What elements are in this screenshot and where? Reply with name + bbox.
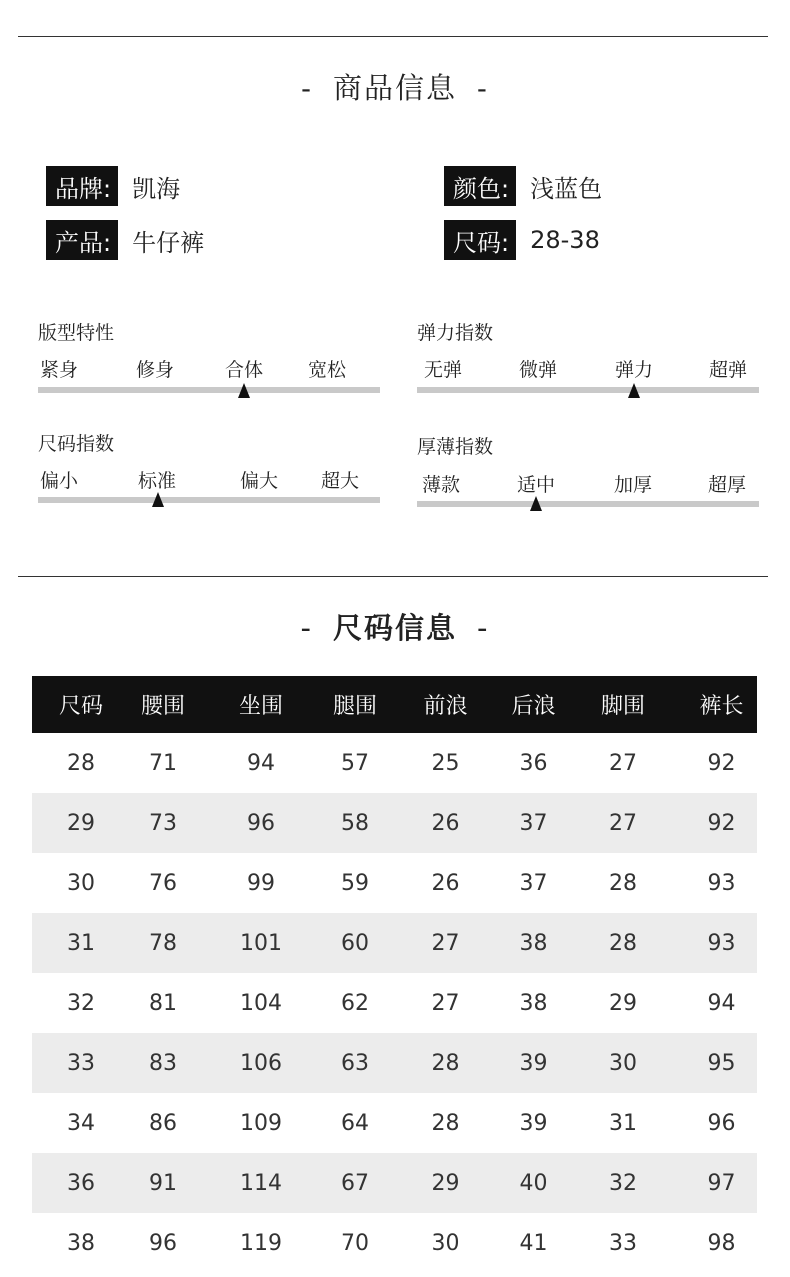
column-header: 尺码	[58, 694, 103, 719]
table-cell: 27	[431, 990, 460, 1016]
table-cell: 104	[240, 990, 282, 1016]
fit-indicator	[38, 318, 380, 418]
size-info-heading: - 尺码信息 -	[300, 611, 490, 645]
table-row	[32, 793, 757, 853]
table-cell: 57	[341, 750, 369, 776]
product-value: 牛仔裤	[132, 228, 205, 257]
table-cell: 93	[707, 870, 736, 896]
table-cell: 83	[149, 1050, 177, 1076]
table-cell: 28	[431, 1110, 460, 1136]
thickness-option-selected: 适中	[517, 474, 556, 496]
size-index-option: 超大	[321, 470, 360, 492]
size-index-option: 偏小	[40, 470, 79, 492]
product-label: 产品:	[46, 220, 118, 260]
table-cell: 28	[67, 750, 95, 776]
fit-indicator-marker-icon	[238, 383, 250, 398]
elastic-indicator-bar	[417, 387, 759, 393]
fit-indicator-title: 版型特性	[38, 322, 115, 344]
table-cell: 27	[609, 810, 637, 836]
thickness-indicator-marker-icon	[530, 496, 542, 511]
table-cell: 37	[519, 810, 548, 836]
fit-option-selected: 合体	[225, 359, 264, 381]
table-cell: 27	[609, 750, 637, 776]
table-cell: 96	[707, 1110, 736, 1136]
table-row	[32, 1213, 757, 1273]
table-cell: 86	[149, 1110, 177, 1136]
column-header: 脚围	[600, 694, 645, 719]
table-cell: 38	[67, 1230, 95, 1256]
table-row	[32, 1093, 757, 1153]
size-index-option-selected: 标准	[138, 470, 177, 492]
size-value: 28-38	[530, 226, 600, 254]
table-cell: 32	[609, 1170, 637, 1196]
table-cell: 28	[609, 870, 637, 896]
thickness-indicator-bar	[417, 501, 759, 507]
table-cell: 81	[149, 990, 177, 1016]
table-cell: 119	[240, 1230, 282, 1256]
table-cell: 28	[431, 1050, 460, 1076]
table-cell: 95	[707, 1050, 736, 1076]
table-cell: 38	[519, 930, 548, 956]
table-cell: 73	[149, 810, 177, 836]
brand-info	[46, 166, 180, 206]
size-table	[32, 676, 757, 1273]
column-header: 裤长	[699, 694, 744, 719]
size-table-body	[32, 733, 757, 1273]
table-cell: 78	[149, 930, 177, 956]
table-cell: 60	[341, 930, 369, 956]
thickness-indicator-title: 厚薄指数	[417, 436, 494, 458]
table-cell: 26	[431, 870, 460, 896]
elastic-indicator	[417, 318, 759, 418]
color-info	[444, 166, 602, 206]
table-cell: 94	[247, 750, 275, 776]
column-header: 腿围	[332, 694, 377, 719]
table-cell: 67	[341, 1170, 369, 1196]
thickness-option: 加厚	[614, 474, 653, 496]
table-row	[32, 733, 757, 793]
size-index-option: 偏大	[240, 470, 279, 492]
size-index-indicator-title: 尺码指数	[38, 433, 115, 455]
table-cell: 25	[431, 750, 460, 776]
table-cell: 33	[67, 1050, 95, 1076]
table-cell: 41	[519, 1230, 548, 1256]
table-cell: 29	[609, 990, 637, 1016]
column-header: 后浪	[511, 694, 556, 719]
table-cell: 39	[519, 1050, 548, 1076]
size-info-title: 尺码信息	[332, 611, 457, 645]
thickness-indicator	[417, 432, 759, 532]
fit-option: 宽松	[308, 359, 347, 381]
table-cell: 28	[609, 930, 637, 956]
table-cell: 36	[67, 1170, 95, 1196]
table-cell: 96	[149, 1230, 177, 1256]
table-cell: 37	[519, 870, 548, 896]
table-cell: 34	[67, 1110, 95, 1136]
table-cell: 39	[519, 1110, 548, 1136]
table-cell: 58	[341, 810, 369, 836]
brand-value: 凯海	[132, 174, 181, 203]
size-index-indicator-marker-icon	[152, 492, 164, 507]
table-cell: 30	[609, 1050, 637, 1076]
column-header: 坐围	[238, 694, 283, 719]
size-index-indicator	[38, 429, 380, 529]
table-cell: 71	[149, 750, 177, 776]
size-info	[444, 220, 600, 260]
table-cell: 76	[149, 870, 177, 896]
table-row	[32, 913, 757, 973]
elastic-indicator-marker-icon	[628, 383, 640, 398]
table-cell: 64	[341, 1110, 369, 1136]
table-row	[32, 1153, 757, 1213]
table-cell: 98	[707, 1230, 736, 1256]
table-cell: 40	[519, 1170, 548, 1196]
table-cell: 36	[519, 750, 548, 776]
table-cell: 31	[67, 930, 95, 956]
table-cell: 27	[431, 930, 460, 956]
elastic-option: 微弹	[519, 359, 558, 381]
table-row	[32, 853, 757, 913]
elastic-option: 无弹	[424, 359, 463, 381]
table-cell: 26	[431, 810, 460, 836]
table-cell: 30	[67, 870, 95, 896]
product-info-title: 商品信息	[332, 71, 457, 105]
top-divider	[18, 36, 768, 37]
table-row	[32, 1033, 757, 1093]
table-cell: 32	[67, 990, 95, 1016]
size-index-indicator-bar	[38, 497, 380, 503]
size-label: 尺码:	[444, 220, 516, 260]
table-cell: 33	[609, 1230, 637, 1256]
elastic-option: 超弹	[709, 359, 748, 381]
table-cell: 109	[240, 1110, 282, 1136]
table-cell: 97	[707, 1170, 736, 1196]
brand-label: 品牌:	[46, 166, 118, 206]
fit-option: 紧身	[40, 359, 79, 381]
table-cell: 70	[341, 1230, 369, 1256]
table-cell: 99	[247, 870, 275, 896]
elastic-option-selected: 弹力	[615, 359, 654, 381]
table-cell: 29	[67, 810, 95, 836]
table-cell: 29	[431, 1170, 460, 1196]
table-cell: 30	[431, 1230, 460, 1256]
table-row	[32, 973, 757, 1033]
column-header: 腰围	[140, 694, 185, 719]
color-label: 颜色:	[444, 166, 516, 206]
thickness-option: 超厚	[708, 474, 747, 496]
table-cell: 38	[519, 990, 548, 1016]
table-cell: 59	[341, 870, 369, 896]
size-table-header	[32, 676, 757, 733]
table-cell: 63	[341, 1050, 369, 1076]
middle-divider	[18, 576, 768, 577]
thickness-option: 薄款	[422, 474, 461, 496]
product-info	[46, 220, 204, 260]
table-cell: 31	[609, 1110, 637, 1136]
table-cell: 94	[707, 990, 736, 1016]
table-cell: 93	[707, 930, 736, 956]
table-cell: 91	[149, 1170, 177, 1196]
fit-option: 修身	[136, 359, 175, 381]
table-cell: 106	[240, 1050, 282, 1076]
table-cell: 101	[240, 930, 282, 956]
table-cell: 92	[707, 810, 736, 836]
table-cell: 62	[341, 990, 369, 1016]
column-header: 前浪	[423, 694, 468, 719]
elastic-indicator-title: 弹力指数	[417, 322, 494, 344]
table-cell: 92	[707, 750, 736, 776]
color-value: 浅蓝色	[530, 174, 603, 203]
table-cell: 114	[240, 1170, 282, 1196]
product-info-heading: - 商品信息 -	[301, 71, 489, 105]
fit-indicator-bar	[38, 387, 380, 393]
table-cell: 96	[247, 810, 275, 836]
